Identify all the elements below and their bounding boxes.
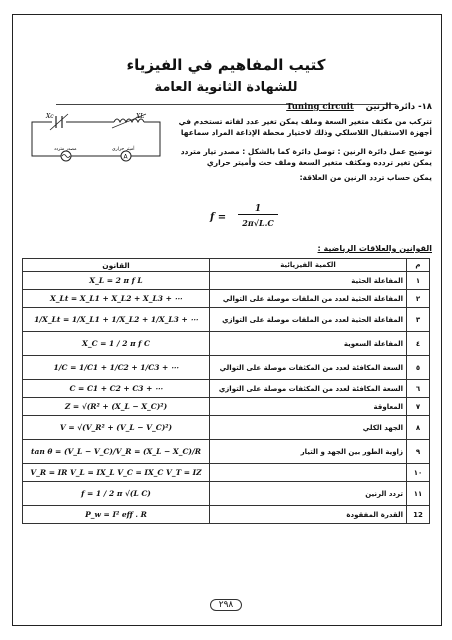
circuit-label-xc: Xc [46,113,54,120]
table-row [23,380,430,398]
row-quantity: المفاعلة الحثية [210,272,407,290]
circuit-label-source: مصدر متردد [54,147,77,152]
formula-denominator: 2π√L.C [242,218,274,228]
row-quantity [210,464,407,482]
table-header-row [23,259,430,272]
circuit-label-xl: XL [136,113,145,120]
row-law: V = √(V_R² + (V_L − V_C)²) [23,416,210,440]
row-law: C = C1 + C2 + C3 + ⋯ [23,380,210,398]
row-quantity: القدرة المفقودة [210,506,407,524]
paragraph-1: تتركب من مكثف متغير السعة وملف يمكن تغير عدد لفاته تستخدم في أجهزة الاستقبال اللاسلكي وذلك لاختيار محطة الإذاعة المراد سماعها [178,117,432,137]
section-title-ar: دائرة الرنين [365,102,416,112]
row-number: ٢ [407,290,430,308]
row-number: ٨ [407,416,430,440]
laws-table [22,258,430,524]
table-row [23,308,430,332]
row-quantity: السعة المكافئة لعدد من المكثفات موصلة على التوازي [210,380,407,398]
table-row [23,332,430,356]
row-number: 12 [407,506,430,524]
header-quantity: الكمية الفيزيائية [210,259,407,272]
booklet-title: كتيب المفاهيم في الفيزياء [126,56,326,74]
table-row [23,506,430,524]
row-number: ٩ [407,440,430,464]
row-number: ٤ [407,332,430,356]
section-title-en: Tuning circuit [286,102,354,112]
laws-table-body [23,272,430,524]
formula-lhs: f = [210,212,227,223]
table-row [23,482,430,506]
page-number-label: ٢٩٨ [210,599,243,611]
section-number: ١٨- [418,102,432,112]
row-number: ١ [407,272,430,290]
row-number: ١٠ [407,464,430,482]
tuning-circuit-diagram [26,112,166,172]
row-quantity: المفاعلة الحثية لعدد من الملفات موصلة على التوازي [210,308,407,332]
row-quantity: زاوية الطور بين الجهد و التيار [210,440,407,464]
row-number: ٥ [407,356,430,380]
row-number: ٦ [407,380,430,398]
table-row [23,416,430,440]
table-row [23,398,430,416]
resonance-formula [200,200,280,240]
section-heading [286,102,432,112]
row-quantity: السعة المكافئة لعدد من المكثفات موصلة على التوالي [210,356,407,380]
page-number [0,600,452,610]
row-quantity: تردد الرنين [210,482,407,506]
circuit-label-ammeter: أميتر حراري [112,147,135,152]
row-quantity: المفاعلة السعوية [210,332,407,356]
laws-title: القوانين والعلاقات الرياضية : [317,244,432,253]
row-quantity: الجهد الكلي [210,416,407,440]
formula-numerator: 1 [238,204,278,215]
row-law: 1/X_Lt = 1/X_L1 + 1/X_L2 + 1/X_L3 + ⋯ [23,308,210,332]
header-number: م [407,259,430,272]
ammeter-symbol: A [123,153,128,161]
header-law: القانون [23,259,210,272]
table-row [23,440,430,464]
row-law: Z = √(R² + (X_L − X_C)²) [23,398,210,416]
row-quantity: المفاعلة الحثية لعدد من الملفات موصلة على التوالي [210,290,407,308]
row-number: ٧ [407,398,430,416]
row-number: ٣ [407,308,430,332]
row-law: P_w = I² eff . R [23,506,210,524]
row-law: X_C = 1 / 2 π f C [23,332,210,356]
table-row [23,464,430,482]
row-number: ١١ [407,482,430,506]
table-row [23,272,430,290]
table-row [23,290,430,308]
row-law: X_L = 2 π f L [23,272,210,290]
row-law: tan θ = (V_L − V_C)/V_R = (X_L − X_C)/R [23,440,210,464]
booklet-subtitle: للشهادة الثانوية العامة [154,80,298,95]
paragraph-3: يمكن حساب تردد الرنين من العلاقة: [299,173,432,182]
row-law: 1/C = 1/C1 + 1/C2 + 1/C3 + ⋯ [23,356,210,380]
paragraph-2: توضيح عمل دائرة الرنين : توصل دائرة كما بالشكل : مصدر تيار متردد يمكن تغير تردده ومكثف متغير السعة وملف حث وأميتر حراري [180,147,432,167]
table-row [23,356,430,380]
row-law: X_Lt = X_L1 + X_L2 + X_L3 + ⋯ [23,290,210,308]
row-law: f = 1 / 2 π √(L C) [23,482,210,506]
row-quantity: المعاوقة [210,398,407,416]
row-law: V_R = IR V_L = IX_L V_C = IX_C V_T = IZ [23,464,210,482]
